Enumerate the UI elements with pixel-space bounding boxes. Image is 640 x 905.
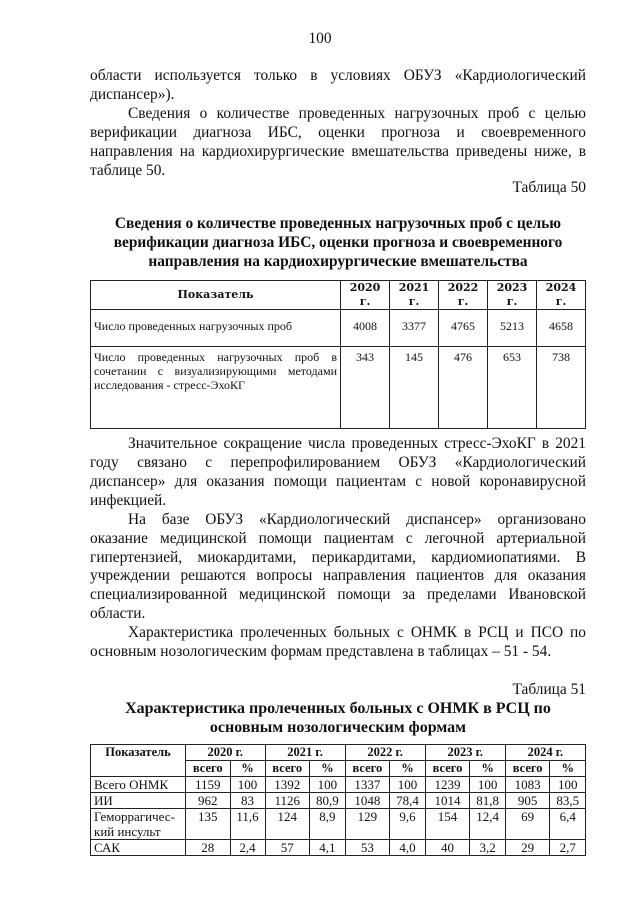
paragraph: Значительное сокращение числа проведенных стресс-ЭхоКГ в 2021 году связано с перепрофилированием ОБУЗ «Кардиологический диспансер» для оказания помощи пациентам с новой коронавирусной инфекцией.: [90, 435, 586, 509]
cell: 129: [345, 808, 390, 839]
cell: 154: [425, 808, 470, 839]
row-label: Геморрагичес-кий инсульт: [91, 808, 186, 839]
paragraph: На базе ОБУЗ «Кардиологический диспансер» организовано оказание медицинской помощи пациентам с легочной артериальной гипертензией, миокардитами, перикардитами, кардиомиопатиями. В учреждении решаются вопросы направления пациентов для оказания специализированной медицинской помощи за пределами Ивановской области.: [90, 510, 586, 623]
table-row: [91, 310, 586, 347]
cell: 145: [390, 347, 439, 429]
cell: 135: [186, 808, 231, 839]
cell: 29: [505, 839, 550, 855]
table-row: [91, 792, 586, 808]
cell: 476: [439, 347, 488, 429]
table-row: [91, 839, 586, 855]
table-row: [91, 808, 586, 839]
cell: 83: [230, 792, 265, 808]
table-row: [91, 347, 586, 429]
column-header: Показатель: [91, 281, 341, 310]
column-header: Показатель: [91, 744, 186, 776]
cell: 1126: [265, 792, 310, 808]
cell: 81,8: [470, 792, 506, 808]
cell: 1083: [505, 776, 550, 792]
sub-header: %: [310, 760, 346, 776]
cell: 4658: [537, 310, 586, 347]
year-header: 2020 г.: [186, 744, 266, 760]
paragraph: Сведения о количестве проведенных нагрузочных проб с целью верификации диагноза ИБС, оценки прогноза и своевременного направления на кардиохирургические вмешательства приведены ниже, в таблице 50.: [90, 104, 586, 179]
year-header: 2021 г.: [265, 744, 345, 760]
cell: 11,6: [230, 808, 265, 839]
cell: 4008: [341, 310, 390, 347]
sub-header: всего: [505, 760, 550, 776]
cell: 40: [425, 839, 470, 855]
cell: 57: [265, 839, 310, 855]
column-header: 2020 г.: [341, 281, 390, 310]
cell: 83,5: [550, 792, 586, 808]
table-label: Таблица 50: [512, 179, 586, 197]
cell: 3377: [390, 310, 439, 347]
column-header: 2024 г.: [537, 281, 586, 310]
cell: 4,0: [390, 839, 426, 855]
table-title: Сведения о количестве проведенных нагрузочных проб с целью верификации диагноза ИБС, оценки прогноза и своевременного направления на кардиохирургические вмешательства: [113, 215, 563, 271]
cell: 343: [341, 347, 390, 429]
cell: 738: [537, 347, 586, 429]
cell: 80,9: [310, 792, 346, 808]
row-label: САК: [91, 839, 186, 855]
cell: 1159: [186, 776, 231, 792]
row-label: Число проведенных нагрузочных проб: [91, 310, 341, 347]
column-header: 2022 г.: [439, 281, 488, 310]
cell: 100: [550, 776, 586, 792]
cell: 12,4: [470, 808, 506, 839]
cell: 69: [505, 808, 550, 839]
cell: 4,1: [310, 839, 346, 855]
column-header: 2021 г.: [390, 281, 439, 310]
sub-header: %: [470, 760, 506, 776]
table-label: Таблица 51: [512, 680, 586, 698]
year-header: 2024 г.: [505, 744, 585, 760]
sub-header: %: [390, 760, 426, 776]
cell: 1014: [425, 792, 470, 808]
year-header: 2022 г.: [345, 744, 425, 760]
cell: 78,4: [390, 792, 426, 808]
cell: 6,4: [550, 808, 586, 839]
cell: 100: [310, 776, 346, 792]
cell: 653: [488, 347, 537, 429]
sub-header: всего: [186, 760, 231, 776]
sub-header: %: [550, 760, 586, 776]
page-content: [90, 67, 586, 856]
cell: 2,4: [230, 839, 265, 855]
table-50: [90, 280, 586, 429]
cell: 9,6: [390, 808, 426, 839]
sub-header: всего: [265, 760, 310, 776]
cell: 4765: [439, 310, 488, 347]
cell: 1392: [265, 776, 310, 792]
cell: 100: [470, 776, 506, 792]
cell: 905: [505, 792, 550, 808]
sub-header: всего: [425, 760, 470, 776]
row-label: ИИ: [91, 792, 186, 808]
cell: 962: [186, 792, 231, 808]
page-number: 100: [308, 30, 332, 47]
cell: 2,7: [550, 839, 586, 855]
paragraph: Характеристика пролеченных больных с ОНМК в РСЦ и ПСО по основным нозологическим формам представлена в таблицах – 51 - 54.: [90, 624, 586, 661]
cell: 53: [345, 839, 390, 855]
cell: 28: [186, 839, 231, 855]
cell: 5213: [488, 310, 537, 347]
cell: 124: [265, 808, 310, 839]
sub-header: всего: [345, 760, 390, 776]
cell: 100: [390, 776, 426, 792]
year-header: 2023 г.: [425, 744, 505, 760]
cell: 1337: [345, 776, 390, 792]
paragraph: области используется только в условиях ОБУЗ «Кардиологический диспансер»).: [90, 67, 586, 103]
cell: 8,9: [310, 808, 346, 839]
column-header: 2023 г.: [488, 281, 537, 310]
table-51: [90, 744, 586, 856]
cell: 3,2: [470, 839, 506, 855]
cell: 1048: [345, 792, 390, 808]
row-label: Число проведенных нагрузочных проб в сочетании с визуализирующими методами исследования - стресс-ЭхоКГ: [91, 347, 341, 429]
sub-header: %: [230, 760, 265, 776]
row-label: Всего ОНМК: [91, 776, 186, 792]
table-title: Характеристика пролеченных больных с ОНМК в РСЦ по основным нозологическим формам: [125, 699, 551, 736]
cell: 100: [230, 776, 265, 792]
cell: 1239: [425, 776, 470, 792]
table-row: [91, 776, 586, 792]
